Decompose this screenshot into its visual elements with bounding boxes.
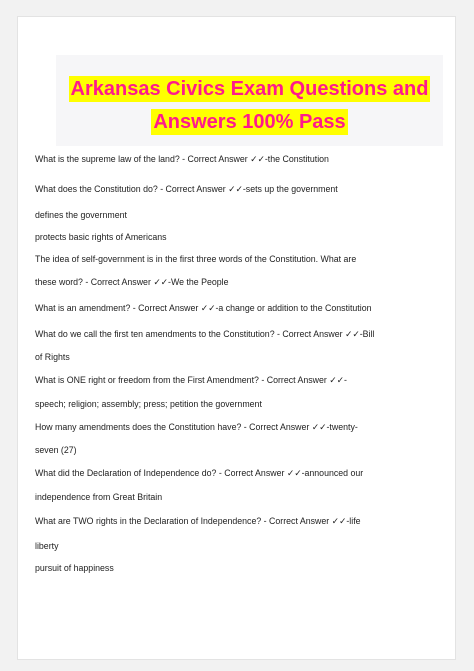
- text-line: pursuit of happiness: [35, 563, 114, 573]
- text-line: What is the supreme law of the land? - Correct Answer ✓✓-the Constitution: [35, 154, 329, 164]
- text-line: What is ONE right or freedom from the First Amendment? - Correct Answer ✓✓-: [35, 375, 347, 385]
- title-line-1: [56, 76, 443, 108]
- text-line: liberty: [35, 541, 59, 551]
- text-line: of Rights: [35, 352, 70, 362]
- text-line: What are TWO rights in the Declaration of Independence? - Correct Answer ✓✓-life: [35, 516, 361, 526]
- text-line: speech; religion; assembly; press; petition the government: [35, 399, 262, 409]
- text-line: The idea of self-government is in the first three words of the Constitution. What are: [35, 254, 357, 264]
- text-line: What do we call the first ten amendments to the Constitution? - Correct Answer ✓✓-Bill: [35, 329, 375, 339]
- text-line: What does the Constitution do? - Correct Answer ✓✓-sets up the government: [35, 184, 338, 194]
- text-line: What is an amendment? - Correct Answer ✓✓-a change or addition to the Constitution: [35, 303, 372, 313]
- text-line: seven (27): [35, 445, 77, 455]
- text-line: protects basic rights of Americans: [35, 232, 167, 242]
- text-line: independence from Great Britain: [35, 492, 163, 502]
- text-line: these word? - Correct Answer ✓✓-We the People: [35, 277, 229, 287]
- title-text-2: Answers 100% Pass: [153, 111, 346, 133]
- title-line-2: [56, 109, 443, 141]
- text-line: How many amendments does the Constitution have? - Correct Answer ✓✓-twenty-: [35, 422, 358, 432]
- document-page: [17, 16, 456, 660]
- text-line: defines the government: [35, 210, 127, 220]
- title-text-1: Arkansas Civics Exam Questions and: [70, 78, 429, 100]
- title-block: [56, 55, 443, 146]
- text-line: What did the Declaration of Independence do? - Correct Answer ✓✓-announced our: [35, 468, 364, 478]
